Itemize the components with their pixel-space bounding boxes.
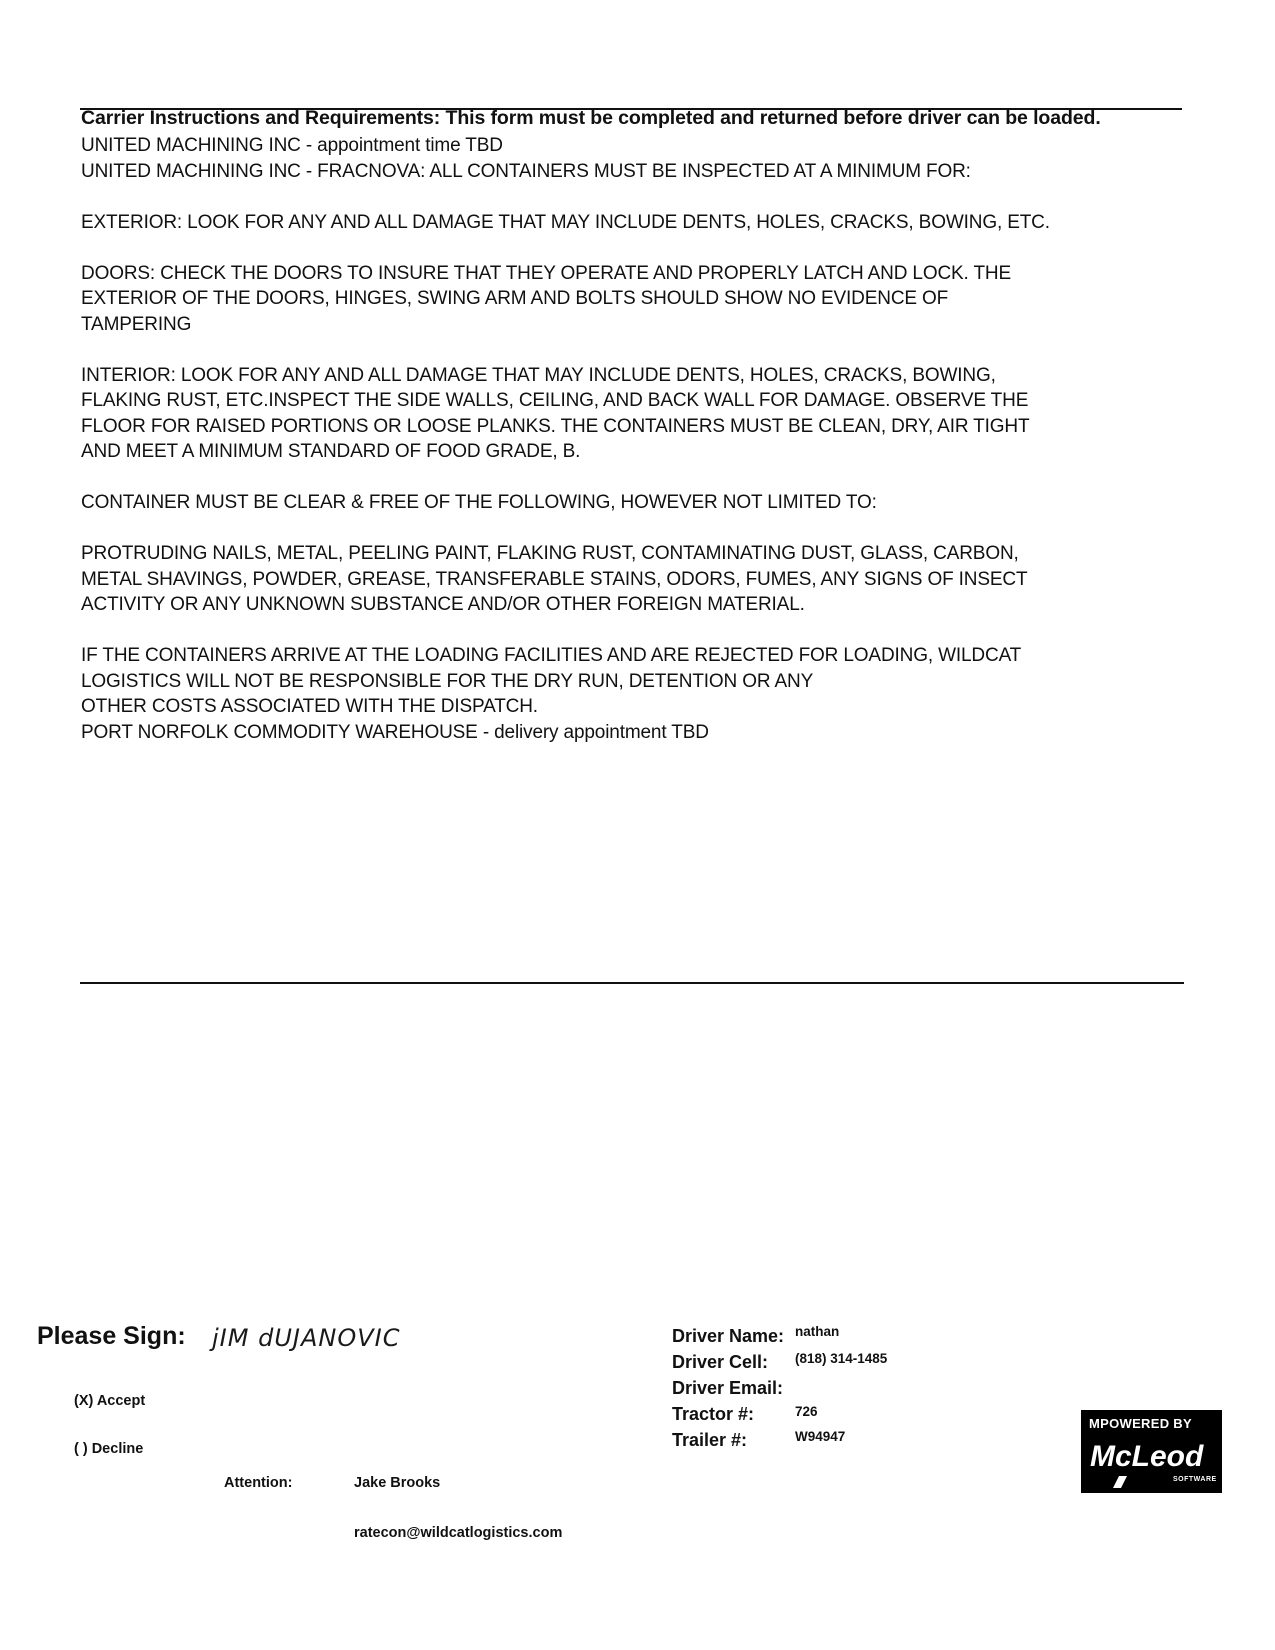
instruction-line: CONTAINER MUST BE CLEAR & FREE OF THE FOLLOWING, HOWEVER NOT LIMITED TO: (81, 492, 877, 513)
instruction-line: IF THE CONTAINERS ARRIVE AT THE LOADING FACILITIES AND ARE REJECTED FOR LOADING, WILDCAT (81, 645, 1022, 666)
instruction-line: AND MEET A MINIMUM STANDARD OF FOOD GRADE, B. (81, 441, 581, 462)
instruction-line (81, 465, 1191, 491)
instruction-line: TAMPERING (81, 313, 192, 335)
contact-email[interactable]: ratecon@wildcatlogistics.com (354, 1525, 563, 1541)
instruction-line: INTERIOR: LOOK FOR ANY AND ALL DAMAGE THAT MAY INCLUDE DENTS, HOLES, CRACKS, BOWING, (81, 364, 996, 386)
trailer-label: Trailer #: (672, 1430, 748, 1450)
driver-name-label: Driver Name: (672, 1326, 785, 1346)
instructions-body (81, 133, 1191, 745)
instruction-line: OTHER COSTS ASSOCIATED WITH THE DISPATCH. (81, 696, 538, 717)
instruction-line (81, 235, 1191, 261)
bottom-rule (80, 982, 1184, 984)
logo-brand-text: McLeod (1090, 1440, 1204, 1473)
driver-email-label: Driver Email: (672, 1378, 784, 1398)
powered-by-text: MPOWERED BY (1089, 1416, 1192, 1431)
instruction-line: FLAKING RUST, ETC.INSPECT THE SIDE WALLS, CEILING, AND BACK WALL FOR DAMAGE. OBSERVE THE (81, 390, 1029, 411)
attention-name: Jake Brooks (354, 1475, 441, 1491)
instruction-line: EXTERIOR OF THE DOORS, HINGES, SWING ARM AND BOLTS SHOULD SHOW NO EVIDENCE OF (81, 288, 949, 309)
mcleod-logo (1081, 1410, 1222, 1493)
signature-field[interactable]: jIM dUJANOVIC (212, 1324, 401, 1352)
please-sign-label: Please Sign: (37, 1322, 186, 1350)
driver-name-value: nathan (795, 1324, 840, 1339)
instruction-line (81, 618, 1191, 644)
accept-option[interactable]: (X) Accept (74, 1393, 146, 1409)
instruction-line: EXTERIOR: LOOK FOR ANY AND ALL DAMAGE THAT MAY INCLUDE DENTS, HOLES, CRACKS, BOWING, ETC. (81, 211, 1050, 233)
driver-cell-value: (818) 314-1485 (795, 1351, 888, 1366)
instruction-line: PORT NORFOLK COMMODITY WAREHOUSE - delivery appointment TBD (81, 721, 709, 743)
decline-option[interactable]: ( ) Decline (74, 1441, 144, 1457)
instruction-line (81, 184, 1191, 210)
mcleod-wordmark-icon (1081, 1410, 1222, 1493)
attention-label: Attention: (224, 1475, 293, 1491)
instruction-line: UNITED MACHINING INC - appointment time TBD (81, 135, 503, 156)
instruction-line: LOGISTICS WILL NOT BE RESPONSIBLE FOR THE DRY RUN, DETENTION OR ANY (81, 670, 814, 692)
trailer-value: W94947 (795, 1429, 846, 1444)
instruction-line: ACTIVITY OR ANY UNKNOWN SUBSTANCE AND/OR OTHER FOREIGN MATERIAL. (81, 594, 805, 615)
instruction-line: FLOOR FOR RAISED PORTIONS OR LOOSE PLANKS. THE CONTAINERS MUST BE CLEAN, DRY, AIR TIGHT (81, 415, 1030, 437)
instruction-line (81, 516, 1191, 542)
instruction-line: METAL SHAVINGS, POWDER, GREASE, TRANSFERABLE STAINS, ODORS, FUMES, ANY SIGNS OF INSECT (81, 568, 1028, 590)
tractor-value: 726 (795, 1404, 818, 1419)
instructions-heading: Carrier Instructions and Requirements: This form must be completed and returned before driver can be loaded. (81, 107, 1101, 129)
driver-cell-label: Driver Cell: (672, 1352, 769, 1372)
instruction-line: UNITED MACHINING INC - FRACNOVA: ALL CONTAINERS MUST BE INSPECTED AT A MINIMUM FOR: (81, 160, 971, 182)
instruction-line (81, 337, 1191, 363)
logo-sub-text: SOFTWARE (1173, 1476, 1217, 1483)
instruction-line: DOORS: CHECK THE DOORS TO INSURE THAT THEY OPERATE AND PROPERLY LATCH AND LOCK. THE (81, 262, 1012, 284)
tractor-label: Tractor #: (672, 1404, 755, 1424)
instruction-line: PROTRUDING NAILS, METAL, PEELING PAINT, FLAKING RUST, CONTAMINATING DUST, GLASS, CARBON, (81, 543, 1019, 564)
